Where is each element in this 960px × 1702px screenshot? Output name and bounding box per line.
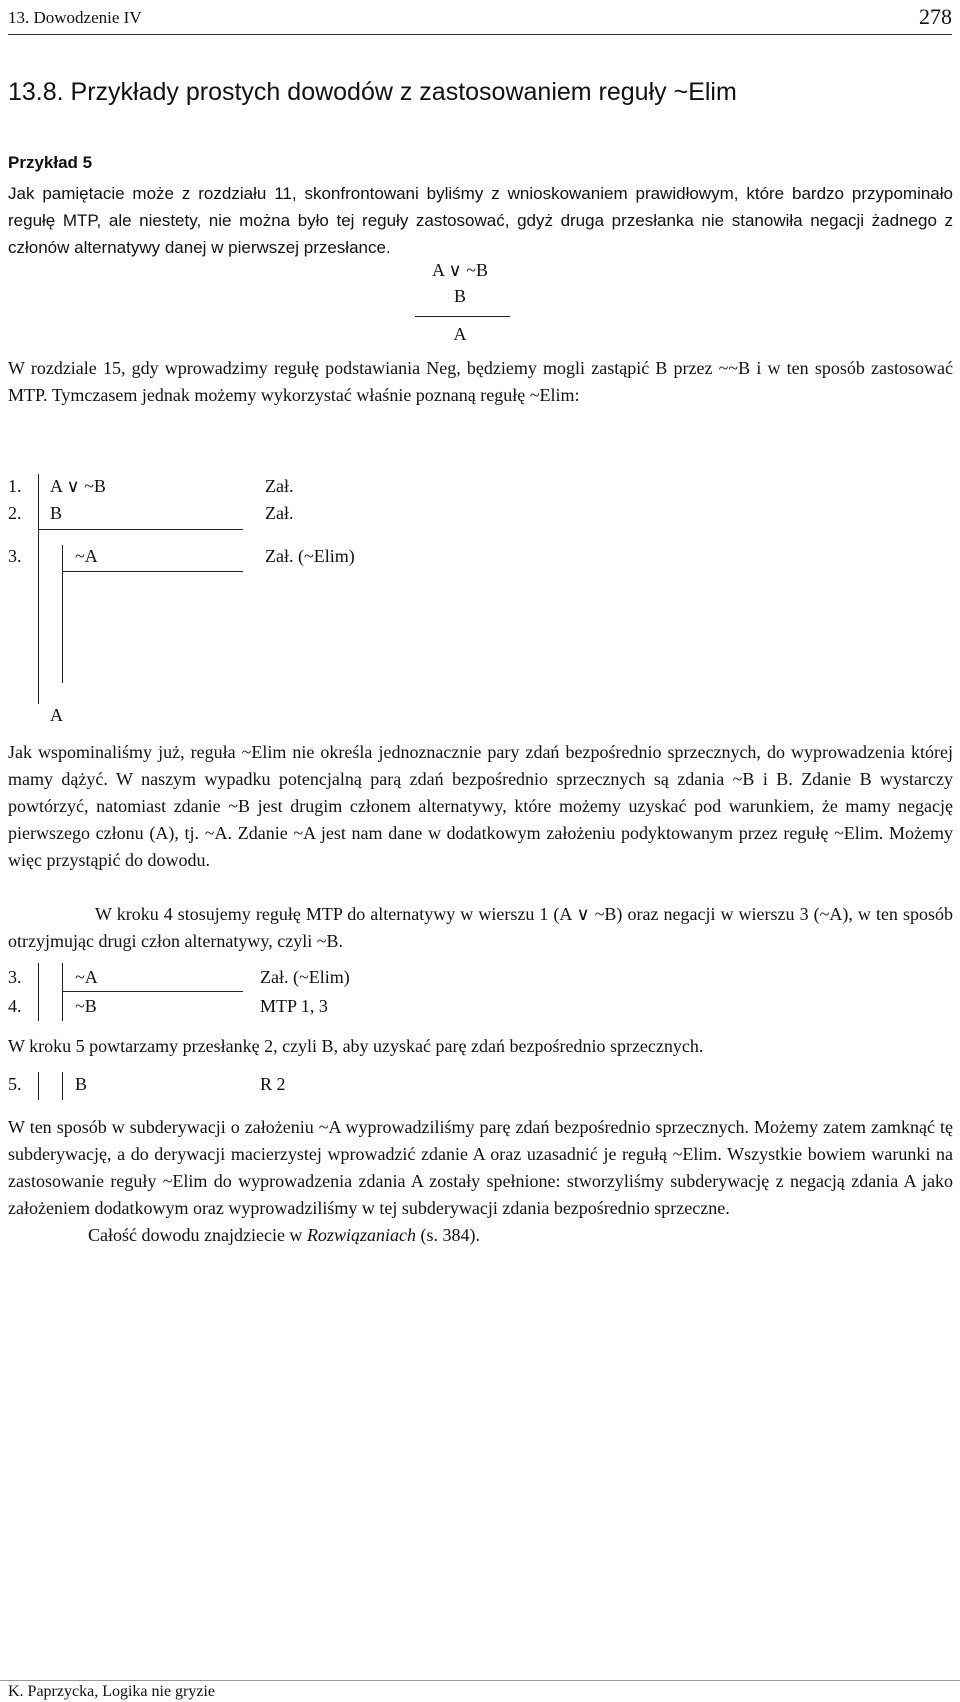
proof-formula: B (75, 1074, 88, 1094)
paragraph-step-5: W kroku 5 powtarzamy przesłankę 2, czyli B, aby uzyskać parę zdań bezpośrednio sprzecznych. (8, 1036, 704, 1056)
premises-underline (38, 529, 243, 530)
proof-formula: ~A (75, 967, 98, 987)
paragraph-reference (8, 1222, 953, 1249)
footer-author-title: K. Paprzycka, Logika nie gryzie (8, 1683, 216, 1700)
proof-conclusion: A (50, 705, 63, 725)
paragraph-strategy: Jak wspominaliśmy już, reguła ~Elim nie określa jednoznacznie pary zdań bezpośrednio sprzecznych, do wyprowadzenia której mamy dążyć. W naszym wypadku potencjalną parą zdań bezpośrednio sprzecznych są zdania ~B i B. Zdanie B wystarczy powtórzyć, natomiast zdanie ~B jest drugim członem alternatywy, które możemy uzyskać pod warunkiem, że mamy negację pierwszego członu (A), tj. ~A. Zdanie ~A jest nam dane w dodatkowym założeniu podyktowanym przez regułę ~Elim. Możemy więc przystąpić do dowodu. (8, 742, 953, 870)
proof-justification: Zał. (265, 476, 294, 496)
proof-justification: Zał. (265, 503, 294, 523)
derivation-scope-line (38, 474, 39, 704)
derivation-scope-line (38, 1072, 39, 1100)
page-header (8, 4, 952, 35)
paragraph-closing: W ten sposób w subderywacji o założeniu ~A wyprowadziliśmy parę zdań bezpośrednio sprzecznych. Możemy zatem zamknąć tę subderywację, a do derywacji macierzystej wprowadzić zdanie A oraz uzasadnić je regułą ~Elim. Wszystkie bowiem warunki na zastosowanie reguły ~Elim do wyprowadzenia zdania A zostały spełnione: stworzyliśmy subderywację z negacją zdania A jako założeniem dodatkowym oraz wyprowadziliśmy w tej subderywacji zdania bezpośrednio sprzeczne. (8, 1117, 953, 1218)
subderivation-scope-line (62, 1072, 63, 1100)
proof-formula: ~A (75, 546, 98, 566)
proof-justification: R 2 (260, 1074, 286, 1094)
proof-formula: ~B (75, 996, 97, 1016)
derivation-scope-line (38, 963, 39, 1021)
proof-line-number: 4. (8, 996, 22, 1016)
schema-premise-1: A ∨ ~B (432, 260, 488, 280)
subderivation-scope-line (62, 545, 63, 683)
section-title: 13.8. Przykłady prostych dowodów z zastosowaniem reguły ~Elim (8, 78, 737, 106)
proof-formula: A ∨ ~B (50, 476, 106, 496)
schema-inference-line (415, 316, 510, 317)
reference-title: Rozwiązaniach (306, 1225, 416, 1245)
paragraph-step-4: W kroku 4 stosujemy regułę MTP do alternatywy w wierszu 1 (A ∨ ~B) oraz negacji w wierszu 3 (~A), w ten sposób otrzyjmując drugi człon alternatywy, czyli ~B. (8, 904, 953, 951)
assumption-underline (62, 571, 243, 572)
chapter-title: 13. Dowodzenie IV (8, 8, 142, 27)
proof-formula: B (50, 503, 63, 523)
schema-conclusion: A (453, 324, 467, 344)
example-title: Przykład 5 (8, 153, 93, 172)
page-number: 278 (919, 4, 952, 29)
proof-line-number: 3. (8, 546, 22, 566)
intro-paragraph: Jak pamiętacie może z rozdziału 11, skonfrontowani byliśmy z wnioskowaniem prawidłowym, które bardzo przypominało regułę MTP, ale niestety, nie można było tej reguły zastosować, gdyż druga przesłanka nie stanowiła negacji żadnego z członów alternatywy danej w pierwszej przesłance. (8, 184, 953, 257)
paragraph-neg-rule: W rozdziale 15, gdy wprowadzimy regułę podstawiania Neg, będziemy mogli zastąpić B przez ~~B i w ten sposób zastosować MTP. Tymczasem jednak możemy wykorzystać właśnie poznaną regułę ~Elim: (8, 358, 953, 405)
proof-justification: Zał. (~Elim) (260, 967, 350, 987)
proof-line-number: 2. (8, 503, 22, 523)
page-footer (0, 1680, 960, 1700)
proof-justification: Zał. (~Elim) (265, 546, 355, 566)
proof-line-number: 3. (8, 967, 22, 987)
proof-line-number: 1. (8, 476, 22, 496)
proof-justification: MTP 1, 3 (260, 996, 328, 1016)
reference-page: (s. 384). (415, 1225, 480, 1245)
reference-text: Całość dowodu znajdziecie w (88, 1225, 307, 1245)
proof-line-number: 5. (8, 1074, 22, 1094)
schema-premise-2: B (453, 286, 466, 306)
assumption-underline (62, 991, 243, 992)
